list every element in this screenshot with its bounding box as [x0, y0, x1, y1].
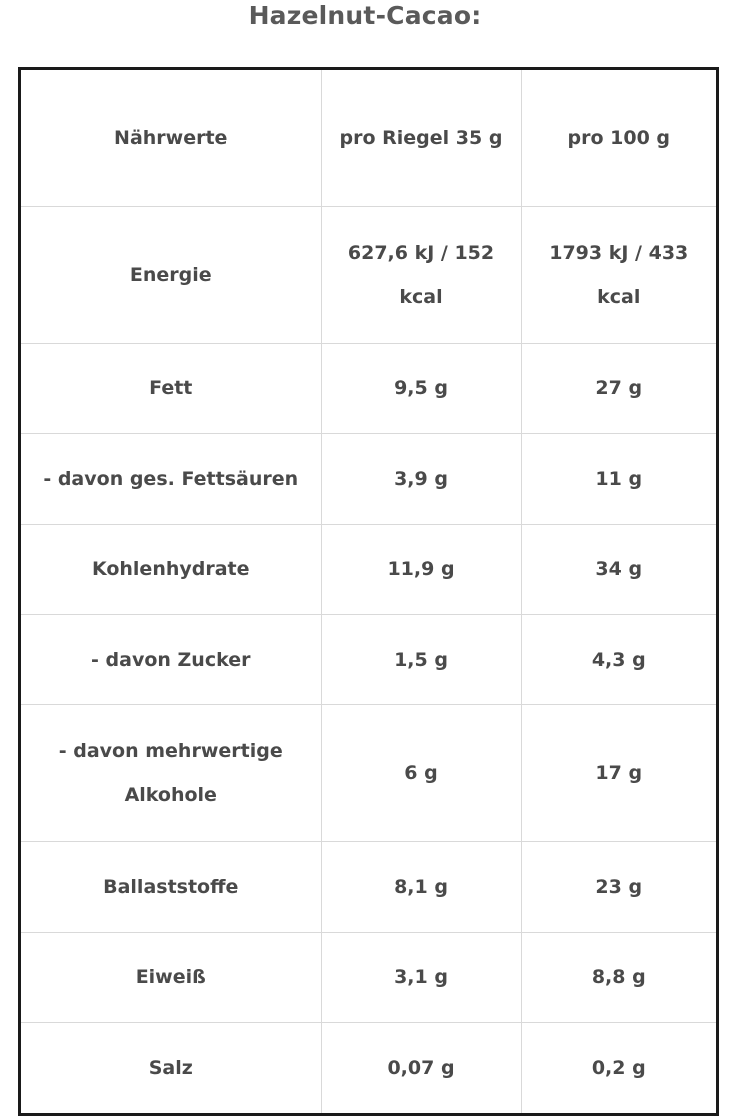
per-bar-value: 11,9 g	[321, 524, 521, 614]
nutrient-label: - davon mehrwertige Alkohole	[21, 705, 321, 842]
table-row	[21, 434, 716, 524]
per-100g-value: 17 g	[521, 705, 716, 842]
per-bar-value: 3,1 g	[321, 932, 521, 1022]
table-row	[21, 207, 716, 344]
per-100g-value: 27 g	[521, 343, 716, 433]
nutrition-table	[18, 67, 719, 1116]
table-row	[21, 343, 716, 433]
per-bar-value: 6 g	[321, 705, 521, 842]
table-row	[21, 705, 716, 842]
table-row	[21, 615, 716, 705]
per-100g-value: 34 g	[521, 524, 716, 614]
nutrient-label: - davon ges. Fettsäuren	[21, 434, 321, 524]
table-row	[21, 1022, 716, 1113]
per-bar-value: 0,07 g	[321, 1022, 521, 1113]
per-bar-value: 1,5 g	[321, 615, 521, 705]
nutrient-label: Salz	[21, 1022, 321, 1113]
nutrient-label: - davon Zucker	[21, 615, 321, 705]
header-cell-per-bar: pro Riegel 35 g	[321, 70, 521, 207]
table-row	[21, 932, 716, 1022]
table-row	[21, 842, 716, 932]
per-100g-value: 1793 kJ / 433 kcal	[521, 207, 716, 344]
per-bar-value: 627,6 kJ / 152 kcal	[321, 207, 521, 344]
per-100g-value: 23 g	[521, 842, 716, 932]
header-cell-per-100g: pro 100 g	[521, 70, 716, 207]
nutrient-label: Energie	[21, 207, 321, 344]
nutrient-label: Eiweiß	[21, 932, 321, 1022]
table-row	[21, 524, 716, 614]
per-bar-value: 3,9 g	[321, 434, 521, 524]
per-100g-value: 11 g	[521, 434, 716, 524]
per-bar-value: 9,5 g	[321, 343, 521, 433]
table-header-row	[21, 70, 716, 207]
page-title: Hazelnut-Cacao:	[248, 1, 482, 30]
nutrient-label: Ballaststoffe	[21, 842, 321, 932]
header-cell-naehrwerte: Nährwerte	[21, 70, 321, 207]
per-bar-value: 8,1 g	[321, 842, 521, 932]
per-100g-value: 4,3 g	[521, 615, 716, 705]
nutrient-label: Kohlenhydrate	[21, 524, 321, 614]
per-100g-value: 8,8 g	[521, 932, 716, 1022]
nutrient-label: Fett	[21, 343, 321, 433]
per-100g-value: 0,2 g	[521, 1022, 716, 1113]
